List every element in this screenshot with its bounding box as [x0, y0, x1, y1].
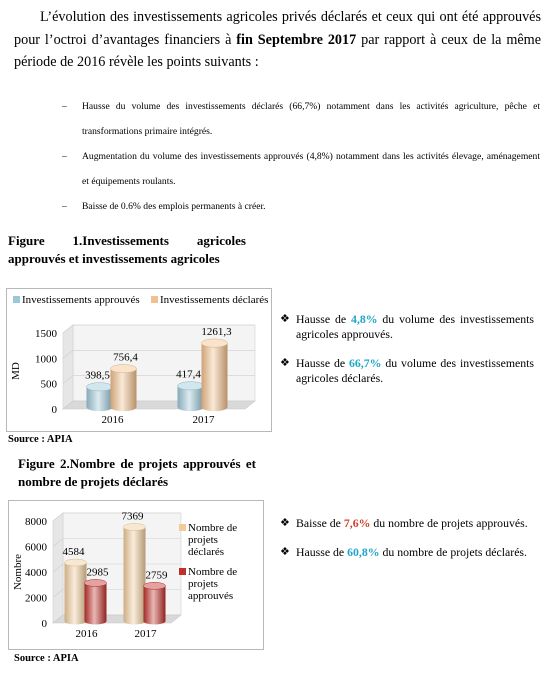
- y-tick-label: 500: [40, 378, 57, 391]
- point-value: 7,6%: [343, 516, 371, 530]
- intro-text-2: par rapport à ceux de la même période de 2016 révèle les points suivants :: [14, 31, 542, 70]
- bar: [65, 563, 87, 625]
- figure2-point: [280, 545, 534, 560]
- bar-top: [87, 383, 113, 391]
- x-tick-label: 2016: [101, 414, 124, 426]
- x-tick-label: 2016: [75, 628, 98, 640]
- bar-top: [65, 559, 87, 566]
- data-label: 2759: [145, 569, 168, 582]
- dash-marker: –: [62, 201, 67, 212]
- bar: [202, 343, 228, 411]
- dash-marker: –: [62, 151, 67, 162]
- figure2-title: Figure 2.Nombre de projets approuvés et nombre de projets déclarés: [18, 456, 256, 489]
- legend-swatch: [179, 524, 186, 531]
- bar: [144, 586, 166, 625]
- bullet-item: [62, 144, 540, 194]
- y-axis-label: Nombre: [12, 553, 24, 591]
- legend-label: Nombre de: [188, 522, 238, 534]
- point-value: 66,7%: [349, 356, 382, 370]
- figure1-point: [280, 356, 534, 386]
- data-label: 398,5: [85, 369, 110, 382]
- diamond-bullet-icon: ❖: [280, 517, 290, 529]
- bar-top: [111, 365, 137, 373]
- point-text: du volume des investissements agricoles déclarés.: [296, 356, 534, 385]
- plot-side-wall: [63, 325, 73, 409]
- x-tick-label: 2017: [192, 414, 215, 426]
- y-tick-label: 0: [51, 404, 57, 416]
- data-label: 4584: [62, 546, 85, 559]
- legend-label: Investissements approuvés: [22, 294, 140, 306]
- bullet-text: Baisse de 0.6% des emplois permanents à créer.: [82, 201, 266, 212]
- figure2-source: Source : APIA: [14, 653, 79, 664]
- point-text: du nombre de projets déclarés.: [379, 545, 527, 559]
- legend-label: déclarés: [188, 546, 225, 558]
- y-tick-label: 2000: [25, 592, 47, 605]
- y-tick-label: 6000: [25, 541, 47, 554]
- bar: [124, 527, 146, 624]
- diamond-bullet-icon: ❖: [280, 546, 290, 558]
- x-tick-label: 2017: [134, 628, 157, 640]
- bar-top: [144, 582, 166, 589]
- figure1-chart: [7, 289, 271, 431]
- figure2-chart: [9, 501, 263, 649]
- data-label: 417,4: [176, 368, 201, 381]
- dash-marker: –: [62, 101, 67, 112]
- legend-label: projets: [188, 534, 218, 546]
- legend-label: projets: [188, 578, 218, 590]
- bar-top: [178, 382, 204, 390]
- data-label: 2985: [86, 566, 109, 579]
- figure1-title: Figure 1.Investissements agricoles approuvés et investissements agricoles: [8, 233, 246, 266]
- y-tick-label: 1500: [35, 328, 57, 340]
- point-text: Baisse de: [296, 516, 344, 530]
- bullet-list: [62, 94, 540, 219]
- legend-label: approuvés: [188, 590, 234, 602]
- y-tick-label: 1000: [35, 353, 57, 366]
- figure1-source: Source : APIA: [8, 434, 73, 445]
- point-text: Hausse de: [296, 545, 348, 559]
- figure2-points: [280, 516, 534, 574]
- bullet-item: [62, 94, 540, 144]
- diamond-bullet-icon: ❖: [280, 357, 290, 369]
- data-label: 1261,3: [201, 325, 232, 338]
- diamond-bullet-icon: ❖: [280, 313, 290, 325]
- bullet-text: Hausse du volume des investissements déclarés (66,7%) notamment dans les activités agriculture, pêche et transformations primaire intégrés.: [82, 101, 540, 137]
- bar-top: [124, 524, 146, 531]
- legend-label: Nombre de: [188, 566, 238, 578]
- bullet-item: [62, 194, 540, 219]
- bar-top: [202, 339, 228, 347]
- bar: [85, 583, 107, 625]
- intro-paragraph: [14, 6, 541, 74]
- y-tick-label: 4000: [25, 567, 47, 579]
- y-tick-label: 8000: [25, 516, 47, 528]
- y-axis-label: MD: [10, 362, 22, 380]
- bullet-text: Augmentation du volume des investissements approuvés (4,8%) notamment dans les activités élevage, aménagement et équipements roulants.: [82, 151, 540, 187]
- data-label: 7369: [121, 510, 144, 523]
- legend-swatch: [179, 568, 186, 575]
- point-value: 60,8%: [347, 545, 380, 559]
- y-tick-label: 0: [41, 618, 47, 630]
- intro-text-1: L’évolution des investissements agricoles privés déclarés et ceux qui ont été approuvés pour l’octroi d’avantages financiers à: [14, 9, 541, 48]
- point-text: Hausse de: [296, 312, 351, 326]
- figure1-point: [280, 312, 534, 342]
- figure1-chart-box: [6, 288, 272, 432]
- legend-swatch: [13, 296, 20, 303]
- bar: [111, 369, 137, 411]
- figure2-chart-box: [8, 500, 264, 650]
- point-text: du volume des investissements agricoles approuvés.: [296, 312, 534, 341]
- data-label: 756,4: [113, 351, 138, 364]
- legend-swatch: [151, 296, 158, 303]
- legend-label: Investissements déclarés: [160, 294, 269, 306]
- bar-top: [85, 579, 107, 586]
- figure1-points: [280, 312, 534, 400]
- point-value: 4,8%: [350, 312, 378, 326]
- point-text: Hausse de: [296, 356, 349, 370]
- figure2-point: [280, 516, 534, 531]
- point-text: du nombre de projets approuvés.: [370, 516, 528, 530]
- intro-bold-date: fin Septembre 2017: [236, 31, 357, 48]
